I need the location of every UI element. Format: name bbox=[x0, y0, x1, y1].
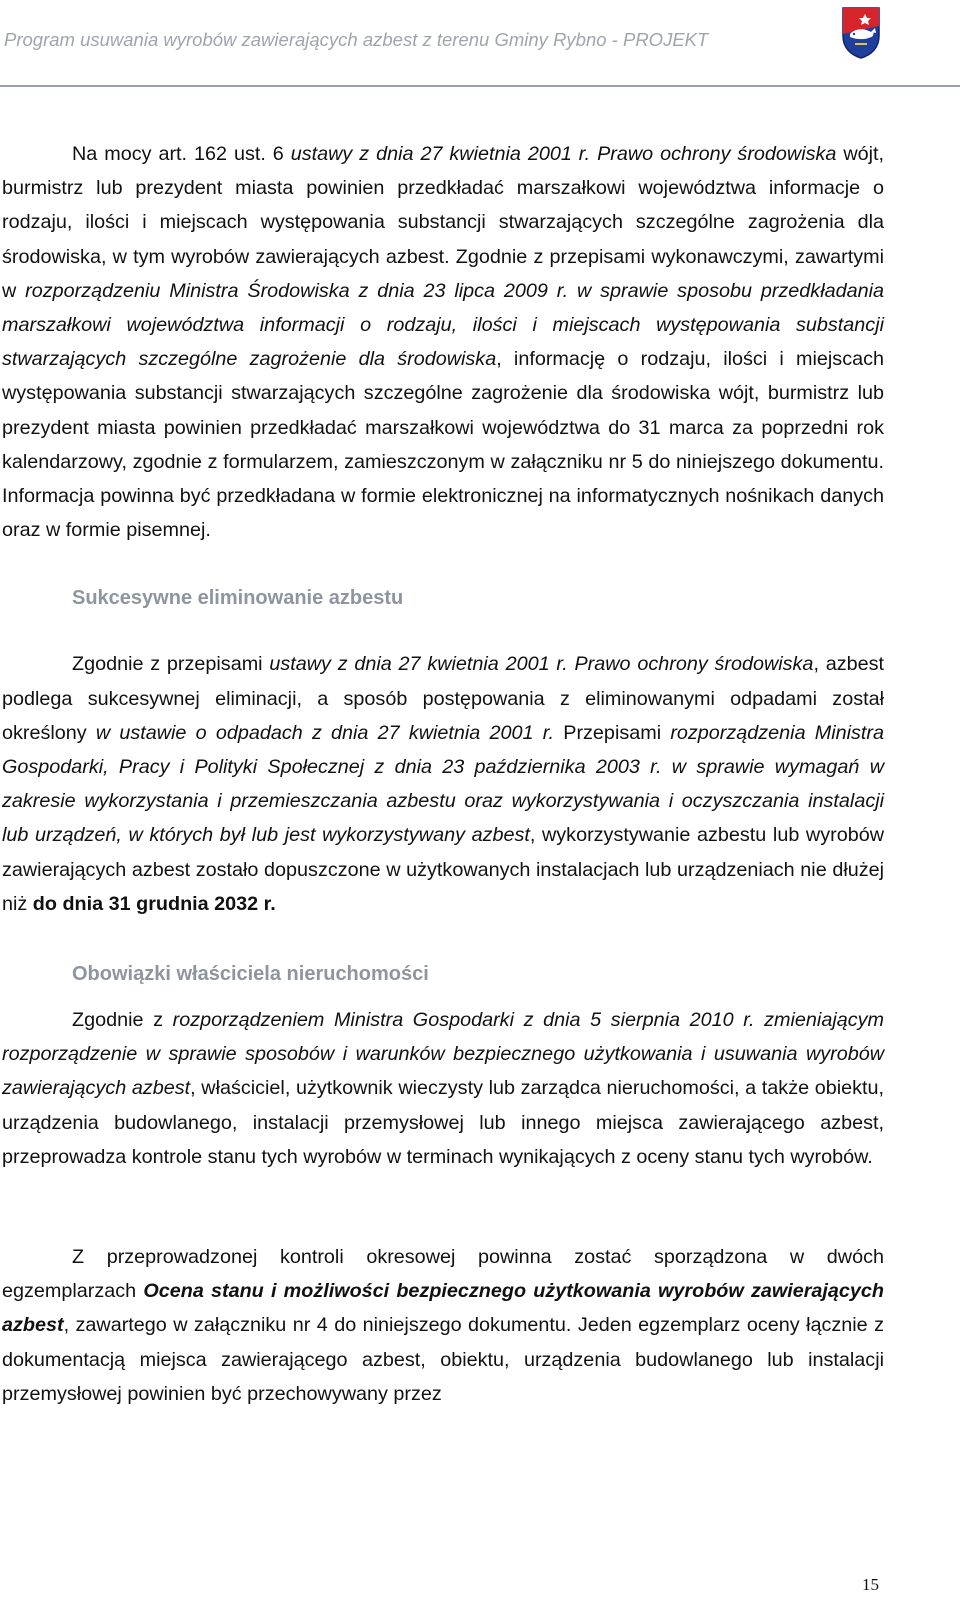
coat-of-arms-icon bbox=[841, 6, 881, 60]
section-heading-elimination: Sukcesywne eliminowanie azbestu bbox=[72, 587, 404, 610]
paragraph-elimination: Zgodnie z przepisami ustawy z dnia 27 kwietnia 2001 r. Prawo ochrony środowiska, azbest podlega sukcesywnej eliminacji, a sposób postępowania z eliminowanymi odpadami został określony w ustawie o odpadach z dnia 27 kwietnia 2001 r. Przepisami rozporządzenia Ministra Gospodarki, Pracy i Polityki Społecznej z dnia 23 października 2003 r. w sprawie wymagań w zakresie wykorzystania i przemieszczania azbestu oraz wykorzystywania i oczyszczania instalacji lub urządzeń, w których był lub jest wykorzystywany azbest, wykorzystywanie azbestu lub wyrobów zawierających azbest zostało dopuszczone w użytkowanych instalacjach lub urządzeniach nie dłużej niż do dnia 31 grudnia 2032 r. bbox=[2, 653, 885, 915]
document-title: Program usuwania wyrobów zawierających azbest z terenu Gminy Rybno - PROJEKT bbox=[4, 29, 709, 50]
page-header bbox=[0, 0, 960, 86]
document-body bbox=[2, 137, 884, 1411]
paragraph-assessment: Z przeprowadzonej kontroli okresowej powinna zostać sporządzona w dwóch egzemplarzach Ocena stanu i możliwości bezpiecznego użytkowania wyrobów zawierających azbest, zawartego w załączniku nr 4 do niniejszego dokumentu. Jeden egzemplarz oceny łącznie z dokumentacją miejsca zawierającego azbest, obiektu, urządzenia budowlanego lub instalacji przemysłowej powinien być przechowywany przez bbox=[2, 1246, 884, 1405]
paragraph-reporting-duty: Na mocy art. 162 ust. 6 ustawy z dnia 27 kwietnia 2001 r. Prawo ochrony środowiska wójt, burmistrz lub prezydent miasta powinien przedkładać marszałkowi województwa informacje o rodzaju, ilości i miejscach występowania substancji stwarzających szczególne zagrożenia dla środowiska, w tym wyrobów zawierających azbest. Zgodnie z przepisami wykonawczymi, zawartymi w rozporządzeniu Ministra Środowiska z dnia 23 lipca 2009 r. w sprawie sposobu przedkładania marszałkowi województwa informacji o rodzaju, ilości i miejscach występowania substancji stwarzających szczególne zagrożenie dla środowiska, informację o rodzaju, ilości i miejscach występowania substancji stwarzających szczególne zagrożenie dla środowiska wójt, burmistrz lub prezydent miasta powinien przedkładać marszałkowi województwa do 31 marca za poprzedni rok kalendarzowy, zgodnie z formularzem, zamieszczonym w załączniku nr 5 do niniejszego dokumentu. Informacja powinna być przedkładana w formie elektronicznej na informatycznych nośnikach danych oraz w formie pisemnej. bbox=[2, 143, 885, 542]
header-divider bbox=[0, 85, 960, 87]
paragraph-owner-duties: Zgodnie z rozporządzeniem Ministra Gospodarki z dnia 5 sierpnia 2010 r. zmieniającym rozporządzenie w sprawie sposobów i warunków bezpiecznego użytkowania i usuwania wyrobów zawierających azbest, właściciel, użytkownik wieczysty lub zarządca nieruchomości, a także obiektu, urządzenia budowlanego, instalacji przemysłowej lub innego miejsca zawierającego azbest, przeprowadza kontrole stanu tych wyrobów w terminach wynikających z oceny stanu tych wyrobów. bbox=[2, 1009, 885, 1168]
page-number: 15 bbox=[862, 1575, 879, 1594]
section-heading-owner-duties: Obowiązki właściciela nieruchomości bbox=[72, 963, 429, 986]
